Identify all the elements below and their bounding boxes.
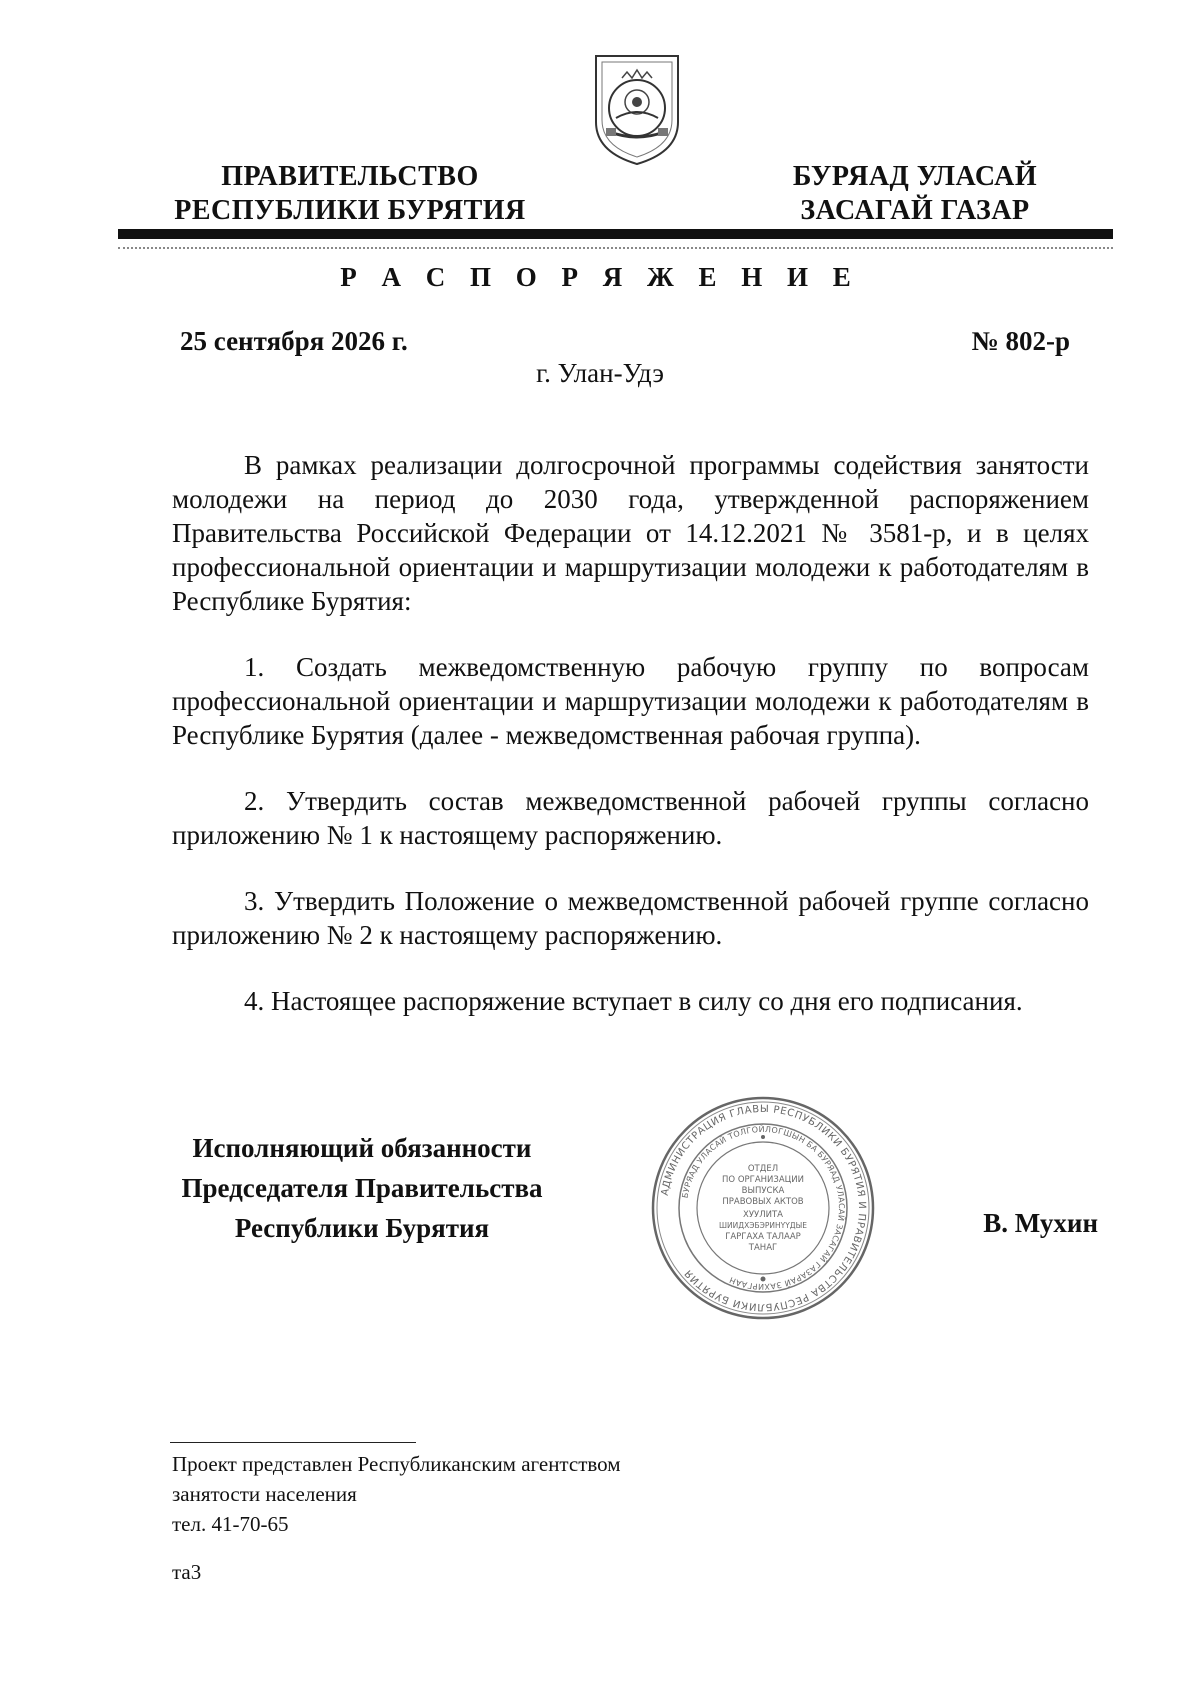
official-seal-stamp [648,1093,878,1323]
government-name-line2: РЕСПУБЛИКИ БУРЯТИЯ [174,195,526,226]
clause-1: 1. Создать межведомственную рабочую группу по вопросам профессиональной ориентации и маршрутизации молодежи к работодателям в Республике Бурятия (далее - межведомственная рабочая группа). [172,652,1089,750]
footer-note [172,1449,621,1539]
clause-4: 4. Настоящее распоряжение вступает в силу со дня его подписания. [244,986,1023,1016]
document-number: № 802-р [971,326,1070,356]
government-name-buryat [760,160,1070,228]
coat-of-arms-emblem [592,52,682,168]
seal-center-line: ПО ОРГАНИЗАЦИИ [722,1175,804,1185]
government-name-line1: ПРАВИТЕЛЬСТВО [221,161,479,192]
footer-divider [170,1442,416,1443]
seal-inner-text: БУРЯАД УЛАСАЙ ТОЛГОЙЛОГШЫН БА БУРЯАД УЛАСАЙ ЗАСАГАЙ ГАЗАРАЙ ЗАХИРГААН [680,1124,847,1292]
government-name-buryat-line1: БУРЯАД УЛАСАЙ [792,161,1038,192]
signer-position-line3: Республики Бурятия [234,1213,490,1243]
seal-center-line: ВЫПУСКА [741,1186,785,1196]
seal-center-line: ОТДЕЛ [747,1164,779,1174]
government-name-buryat-line2: ЗАСАГАЙ ГАЗАР [800,195,1030,226]
signer-position-line1: Исполняющий обязанности [192,1133,532,1163]
document-type-title: Р А С П О Р Я Ж Е Н И Е [340,262,860,292]
seal-outer-text: АДМИНИСТРАЦИЯ ГЛАВЫ РЕСПУБЛИКИ БУРЯТИЯ И ПРАВИТЕЛЬСТВА РЕСПУБЛИКИ БУРЯТИЯ [659,1103,868,1313]
document-body [172,448,1089,1018]
government-name-russian [150,160,550,228]
clause-3: 3. Утвердить Положение о межведомственной рабочей группе согласно приложению № 2 к настоящему распоряжению. [172,886,1089,950]
preamble-paragraph: В рамках реализации долгосрочной программы содействия занятости молодежи на период до 2030 года, утвержденной распоряжением Правительства Российской Федерации от 14.12.2021 № 3581-р, и в целях профессиональной ориентации и маршрутизации молодежи к работодателям в Республике Бурятия: [172,450,1089,616]
signer-position-line2: Председателя Правительства [181,1173,543,1203]
footer-line1: Проект представлен Республиканским агентством [172,1452,621,1476]
footer-line2: занятости населения [172,1482,357,1506]
header-divider [118,229,1113,239]
seal-center-line: ШИИДХЭБЭРИНҮҮДЫЕ [718,1221,808,1230]
document-code: та3 [172,1560,202,1584]
seal-center-line: ГАРГАХА ТАЛААР [725,1232,801,1242]
document-date: 25 сентября 2026 г. [180,326,408,356]
footer-phone: тел. 41-70-65 [172,1512,289,1536]
header-divider-thin [118,247,1113,249]
signer-name: В. Мухин [983,1208,1098,1238]
seal-center-line: ТАНАГ [748,1243,778,1253]
document-city: г. Улан-Удэ [536,358,664,388]
seal-center-line: ПРАВОВЫХ АКТОВ [722,1197,804,1207]
clause-2: 2. Утвердить состав межведомственной рабочей группы согласно приложению № 1 к настоящему распоряжению. [172,786,1089,850]
seal-center-line: ХУУЛИТА [743,1210,783,1220]
signer-position [162,1128,562,1248]
